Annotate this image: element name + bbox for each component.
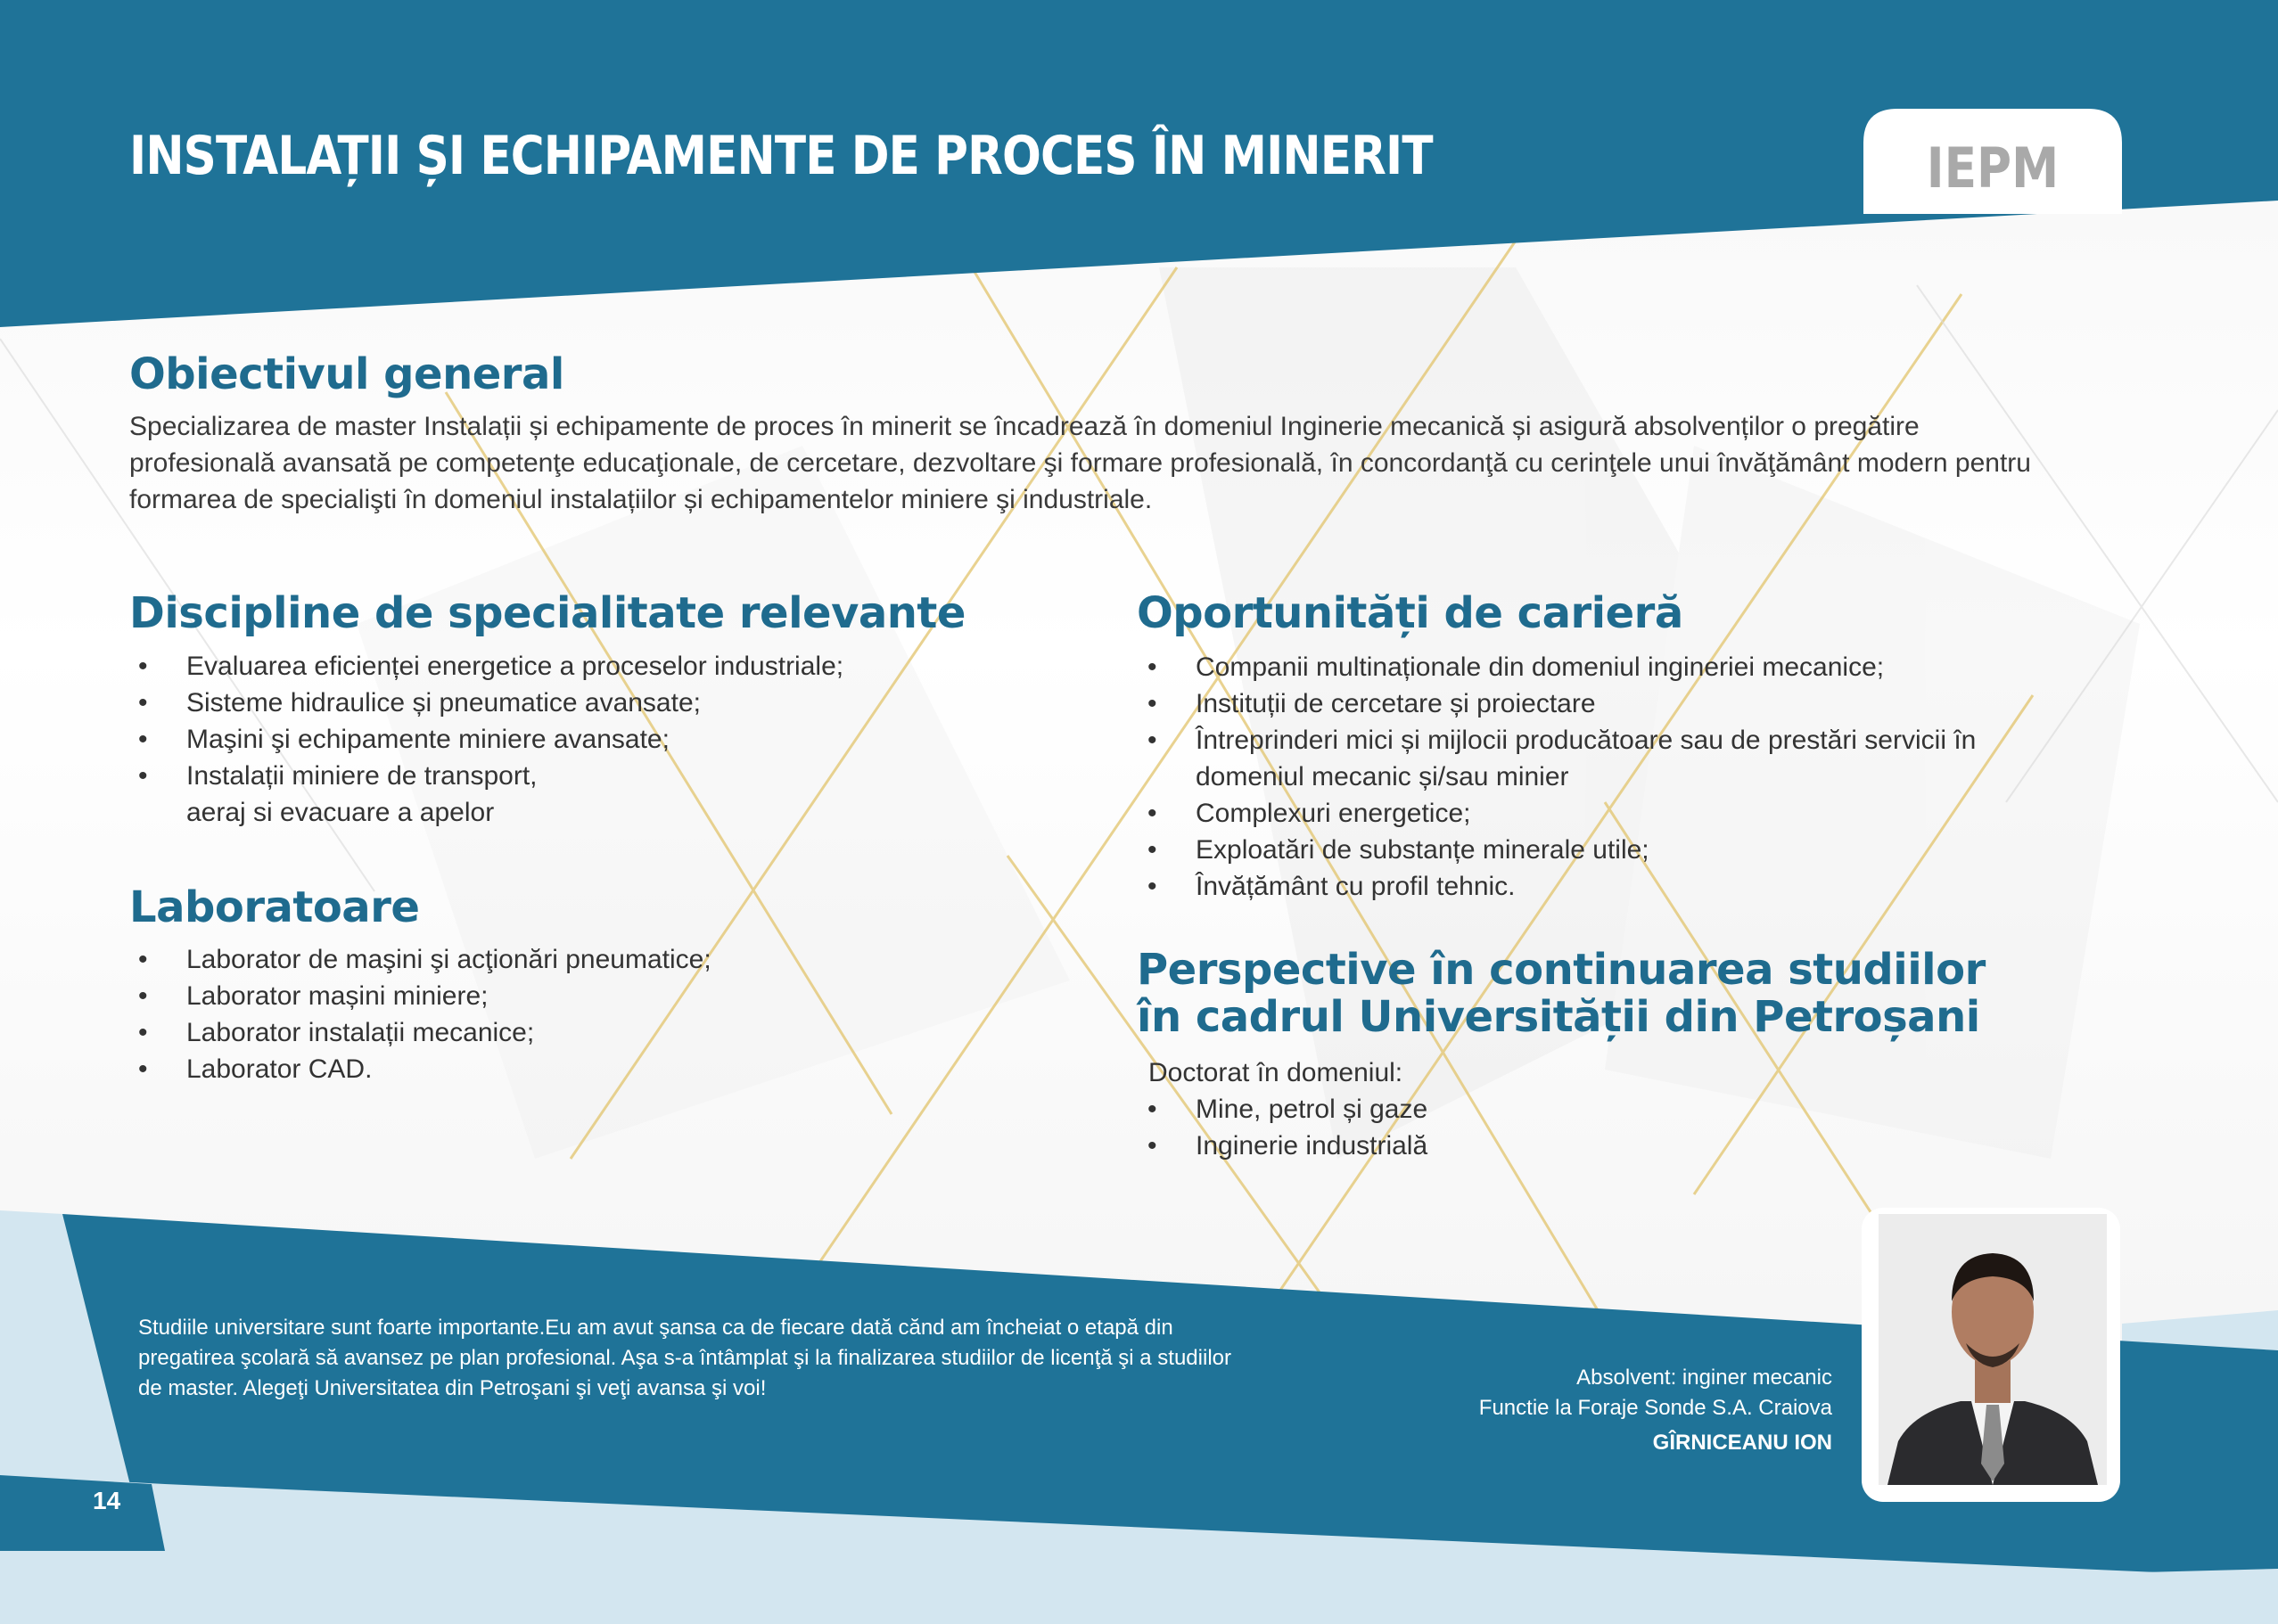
objective-paragraph [129, 408, 2171, 518]
career-heading: Oportunități de carieră [1137, 588, 1683, 638]
labs-list [129, 941, 711, 1087]
list-item: • Instituții de cercetare și proiectare [1139, 685, 2110, 722]
program-badge: IEPM [1926, 135, 2060, 201]
perspective-intro: Doctorat în domeniul: [1148, 1058, 1403, 1087]
alumnus-job: Functie la Foraje Sonde S.A. Craiova [1478, 1396, 1832, 1420]
list-item: • Exploatări de substanțe minerale utile; [1139, 832, 2110, 868]
bullet-icon: • [1147, 872, 1157, 901]
objective-line: profesională avansată pe competenţe educaţionale, de cercetare, dezvoltare şi formare profesională, în concordanţă cu cerinţele unui învăţământ modern pentru [129, 448, 2031, 478]
bullet-icon: • [1147, 652, 1157, 682]
bullet-icon: • [1147, 1095, 1157, 1124]
testimonial-quote: Studiile universitare sunt foarte importante.Eu am avut şansa ca de fiecare dată cănd am încheiat o etapă din pregatirea şcolară să avansez pe plan profesional. Aşa s-a întâmplat şi la finalizarea studiilor de licenţă şi a studiilor de master. Alegeţi Universitatea din Petroşani şi veţi avansa şi voi! [138, 1316, 1231, 1400]
list-item: • Instalații miniere de transport, [129, 758, 843, 794]
alumnus-role: Absolvent: inginer mecanic [1576, 1366, 1832, 1390]
list-item: • Mine, petrol și gaze [1139, 1091, 1427, 1128]
list-item: • Laborator CAD. [129, 1051, 711, 1087]
objective-line: Specializarea de master Instalații și echipamente de proces în minerit se încadrează în domeniul Inginerie mecanică și asigură absolvenților o pregătire [129, 412, 1920, 441]
career-list [1139, 649, 2110, 905]
page-title: INSTALAȚII ȘI ECHIPAMENTE DE PROCES ÎN MINERIT [129, 125, 1433, 187]
list-item: • Întreprinderi mici și mijlocii producătoare sau de prestări servicii în domeniul mecanic și/sau minier [1139, 722, 2069, 795]
alumnus-name: GÎRNICEANU ION [1652, 1431, 1832, 1455]
bullet-icon: • [1147, 835, 1157, 865]
alumnus-photo [1879, 1214, 2107, 1485]
disciplines-list [129, 648, 843, 831]
bullet-icon: • [138, 761, 148, 791]
bullet-icon: • [138, 1054, 148, 1084]
bullet-icon: • [1147, 799, 1157, 828]
list-item: • Evaluarea eficienței energetice a proceselor industriale; [129, 648, 843, 685]
page-number: 14 [93, 1487, 121, 1514]
bullet-icon: • [138, 652, 148, 681]
bullet-icon: • [138, 688, 148, 718]
list-item: • Laborator mașini miniere; [129, 978, 711, 1014]
bullet-icon: • [138, 981, 148, 1011]
perspective-heading-line1: Perspective în continuarea studiilor [1137, 945, 1986, 995]
perspective-list [1139, 1091, 1427, 1164]
list-item: • Inginerie industrială [1139, 1128, 1427, 1164]
person-portrait-icon [1879, 1214, 2107, 1485]
bullet-icon: • [1147, 726, 1157, 755]
list-item: • Laborator instalații mecanice; [129, 1014, 711, 1051]
objective-line: formarea de specialişti în domeniul instalațiilor și echipamentelor miniere şi industriale. [129, 485, 1153, 514]
list-item: • Complexuri energetice; [1139, 795, 2110, 832]
page-number-tab [0, 1475, 165, 1551]
bullet-icon: • [1147, 689, 1157, 718]
list-item-continuation: aeraj si evacuare a apelor [186, 798, 495, 827]
bullet-icon: • [138, 945, 148, 974]
list-item: • Sisteme hidraulice și pneumatice avansate; [129, 685, 843, 721]
objective-heading: Obiectivul general [129, 349, 564, 399]
list-item: • Maşini şi echipamente miniere avansate; [129, 721, 843, 758]
list-item: • Învățământ cu profil tehnic. [1139, 868, 2110, 905]
bullet-icon: • [1147, 1131, 1157, 1161]
list-item: • Laborator de maşini şi acţionări pneumatice; [129, 941, 711, 978]
bullet-icon: • [138, 725, 148, 754]
bullet-icon: • [138, 1018, 148, 1047]
list-item: • Companii multinaționale din domeniul ingineriei mecanice; [1139, 649, 2110, 685]
labs-heading: Laboratoare [129, 882, 420, 932]
disciplines-heading: Discipline de specialitate relevante [129, 588, 966, 638]
perspective-heading-line2: în cadrul Universității din Petroșani [1137, 992, 1980, 1042]
